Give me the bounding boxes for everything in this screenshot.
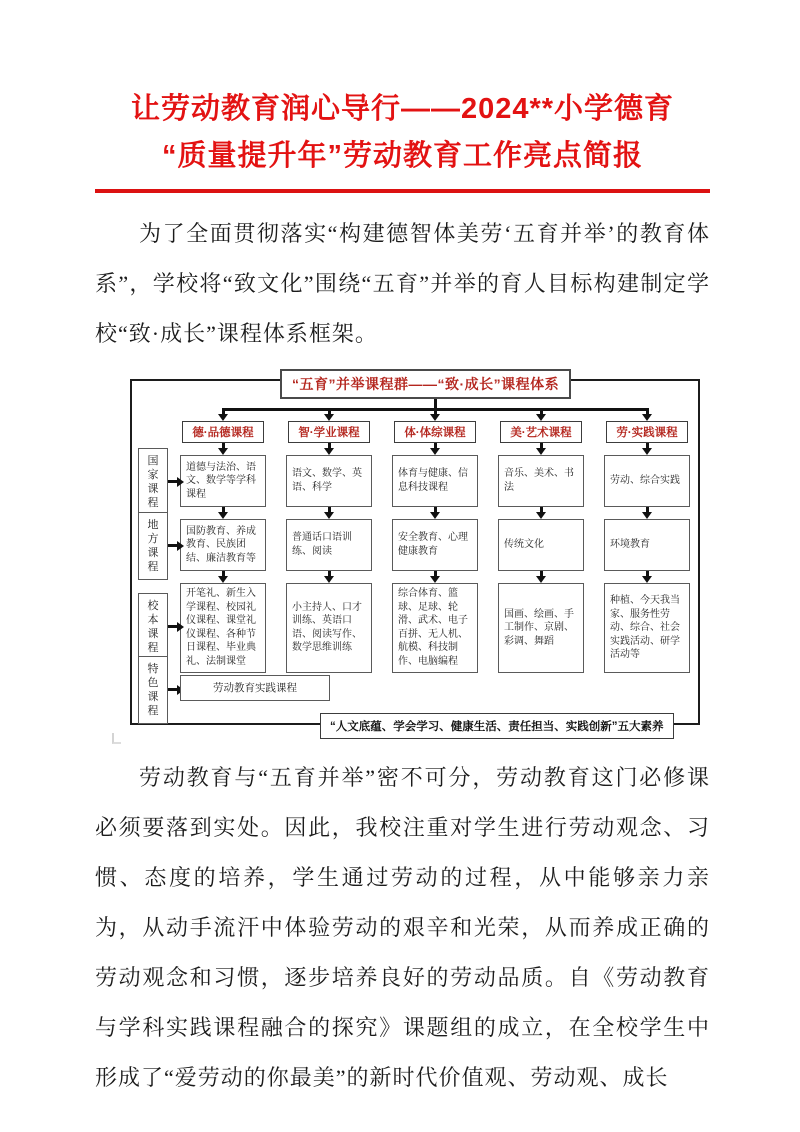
row-label-text: 地方课程 (147, 518, 159, 573)
right-arrow-icon (168, 688, 177, 691)
diagram-column-labor (604, 411, 690, 673)
intro-paragraph: 为了全面贯彻落实“构建德智体美劳‘五育并举’的教育体系”，学校将“致文化”围绕“五育”并举的育人目标构建制定学校“致·成长”课程体系框架。 (95, 220, 710, 346)
down-arrow-icon (324, 411, 334, 421)
row-label-box (138, 593, 168, 661)
course-box: 体育与健康、信息科技课程 (392, 455, 478, 507)
column-header-intellectual: 智·学业课程 (288, 421, 371, 443)
course-box: 劳动、综合实践 (604, 455, 690, 507)
right-arrow-head (177, 622, 184, 632)
column-header-aesthetic: 美·艺术课程 (500, 421, 583, 443)
right-arrow-icon (168, 625, 177, 628)
column-header-moral: 德·品德课程 (182, 421, 265, 443)
diagram-columns (180, 411, 690, 673)
down-arrow-icon (536, 443, 546, 455)
column-header-labor: 劳·实践课程 (606, 421, 689, 443)
down-arrow-icon (218, 571, 228, 583)
row-label-box (138, 448, 168, 516)
down-arrow-icon (536, 571, 546, 583)
course-box: 综合体育、篮球、足球、轮滑、武术、电子百拼、无人机、航模、科技制作、电脑编程 (392, 583, 478, 673)
right-arrow-icon (168, 544, 177, 547)
down-arrow-icon (324, 571, 334, 583)
row-label-text: 特色课程 (147, 662, 159, 717)
course-box: 小主持人、口才训练、英语口语、阅读写作、数学思维训练 (286, 583, 372, 673)
page-title-line1: 让劳动教育润心导行——2024**小学德育 (130, 93, 675, 125)
course-box: 国画、绘画、手工制作、京剧、彩调、舞蹈 (498, 583, 584, 673)
diagram-title: “五育”并举课程群——“致·成长”课程体系 (280, 369, 571, 399)
right-arrow-head (177, 477, 184, 487)
course-box: 语文、数学、英语、科学 (286, 455, 372, 507)
row-label-school (138, 593, 184, 661)
course-box: 种植、今天我当家、服务性劳动、综合、社会实践活动、研学活动等 (604, 583, 690, 673)
diagram-column-physical (392, 411, 478, 673)
scan-artifact-mark (112, 733, 121, 744)
down-arrow-icon (324, 443, 334, 455)
down-arrow-icon (324, 507, 334, 519)
down-arrow-icon (218, 443, 228, 455)
right-arrow-icon (168, 480, 177, 483)
down-arrow-icon (430, 411, 440, 421)
diagram-column-moral (180, 411, 266, 673)
course-box: 环境教育 (604, 519, 690, 571)
diagram-footer-banner: “人文底蕴、学会学习、健康生活、责任担当、实践创新”五大素养 (320, 713, 674, 739)
column-header-physical: 体·体综课程 (394, 421, 477, 443)
down-arrow-icon (430, 443, 440, 455)
right-arrow-head (177, 541, 184, 551)
page-title (95, 86, 710, 180)
page-title-line2: “质量提升年”劳动教育工作亮点简报 (161, 139, 643, 172)
course-box: 开笔礼、新生入学课程、校园礼仪课程、课堂礼仪课程、各种节日课程、毕业典礼、法制课堂 (180, 583, 266, 673)
down-arrow-icon (642, 507, 652, 519)
row-label-text: 校本课程 (147, 599, 159, 654)
course-box: 音乐、美术、书法 (498, 455, 584, 507)
down-arrow-icon (642, 411, 652, 421)
down-arrow-icon (218, 507, 228, 519)
down-arrow-icon (430, 571, 440, 583)
diagram-column-intellectual (286, 411, 372, 673)
course-box: 普通话口语训练、阅读 (286, 519, 372, 571)
course-box: 道德与法治、语文、数学等学科课程 (180, 455, 266, 507)
course-box: 传统文化 (498, 519, 584, 571)
down-arrow-icon (642, 571, 652, 583)
title-divider (95, 189, 710, 193)
row-label-box (138, 512, 168, 580)
down-arrow-icon (642, 443, 652, 455)
row-label-special (138, 656, 184, 724)
row-label-local (138, 512, 184, 580)
special-course-box: 劳动教育实践课程 (180, 675, 330, 701)
diagram-column-aesthetic (498, 411, 584, 673)
curriculum-diagram (130, 369, 700, 739)
row-label-box (138, 656, 168, 724)
row-label-text: 国家课程 (147, 454, 159, 509)
down-arrow-icon (536, 507, 546, 519)
course-box: 安全教育、心理健康教育 (392, 519, 478, 571)
down-arrow-icon (536, 411, 546, 421)
down-arrow-icon (430, 507, 440, 519)
course-box: 国防教育、养成教育、民族团结、廉洁教育等 (180, 519, 266, 571)
row-label-national (138, 448, 184, 516)
down-arrow-icon (218, 411, 228, 421)
body-paragraph: 劳动教育与“五育并举”密不可分，劳动教育这门必修课必须要落到实处。因此，我校注重对学生进行劳动观念、习惯、态度的培养，学生通过劳动的过程，从中能够亲力亲为，从动手流汗中体验劳动的艰辛和光荣，从而养成正确的劳动观念和习惯，逐步培养良好的劳动品质。自《劳动教育与学科实践课程融合的探究》课题组的成立，在全校学生中形成了“爱劳动的你最美”的新时代价值观、劳动观、成长 (95, 764, 710, 1090)
